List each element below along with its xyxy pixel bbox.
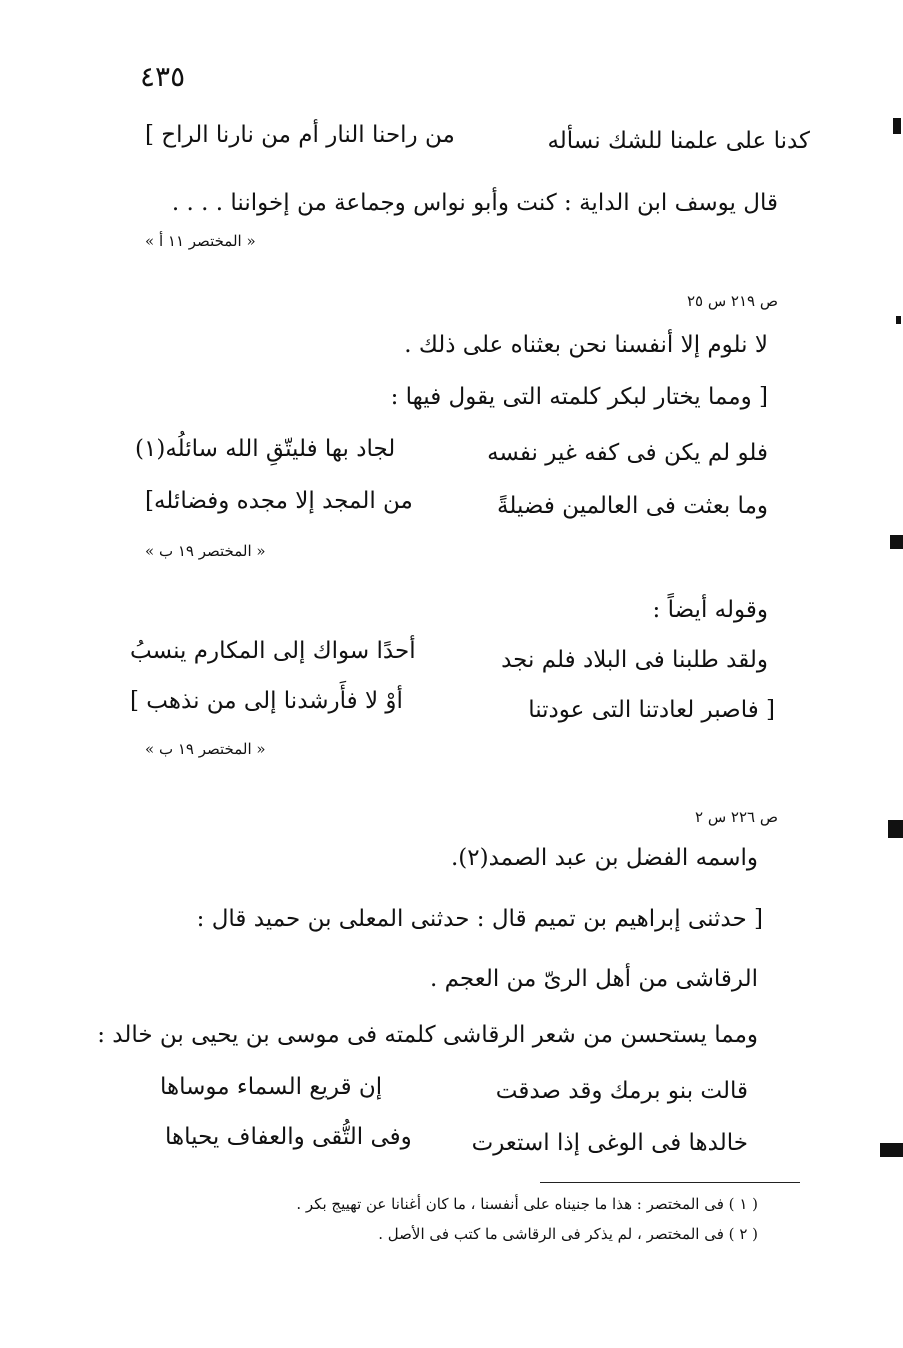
footnote-1: ( ١ ) فى المختصر : هذا ما جنيناه على أنفسنا ، ما كان أغنانا عن تهييج بكر . bbox=[296, 1195, 758, 1213]
prose-line-1: قال يوسف ابن الداية : كنت وأبو نواس وجماعة من إخواننا . . . . bbox=[171, 190, 778, 216]
prose-line-4: وقوله أيضاً : bbox=[652, 597, 768, 623]
prose-line-2: لا نلوم إلا أنفسنا نحن بعثناه على ذلك . bbox=[404, 332, 768, 358]
source-citation-3: « المختصر ١٩ ب » bbox=[145, 740, 266, 758]
scan-edge-mark bbox=[896, 316, 901, 324]
verse-1-hemistich-2: من راحنا النار أم من نارنا الراح ] bbox=[145, 122, 455, 148]
prose-line-3: [ ومما يختار لبكر كلمته التى يقول فيها : bbox=[390, 384, 768, 410]
scan-edge-mark bbox=[888, 820, 903, 838]
prose-line-8: ومما يستحسن من شعر الرقاشى كلمته فى موسى بن يحيى بن خالد : bbox=[97, 1022, 758, 1048]
verse-2-hemistich-1: فلو لم يكن فى كفه غير نفسه bbox=[487, 440, 768, 466]
prose-line-5: واسمه الفضل بن عبد الصمد(٢). bbox=[450, 845, 758, 871]
verse-5-hemistich-1: [ فاصبر لعادتنا التى عودتنا bbox=[528, 697, 775, 723]
verse-6-hemistich-2: إن قريع السماء موساها bbox=[160, 1074, 383, 1100]
footnote-separator bbox=[540, 1182, 800, 1183]
scan-edge-mark bbox=[890, 535, 903, 549]
reference-1: ص ٢١٩ س ٢٥ bbox=[686, 292, 778, 310]
verse-4-hemistich-2: أحدًا سواك إلى المكارم ينسبُ bbox=[130, 638, 416, 664]
page-number: ٤٣٥ bbox=[140, 60, 186, 93]
verse-1-hemistich-1: كدنا على علمنا للشك نسأله bbox=[547, 128, 810, 154]
scan-edge-mark bbox=[893, 118, 901, 134]
verse-4-hemistich-1: ولقد طلبنا فى البلاد فلم نجد bbox=[501, 647, 768, 673]
verse-2-hemistich-2: لجاد بها فليتّقِ الله سائلُه(١) bbox=[135, 436, 396, 462]
verse-6-hemistich-1: قالت بنو برمك وقد صدقت bbox=[495, 1078, 748, 1104]
verse-7-hemistich-2: وفى التُّقى والعفاف يحياها bbox=[165, 1124, 412, 1150]
source-citation-1: « المختصر ١١ أ » bbox=[145, 232, 256, 250]
reference-2: ص ٢٢٦ س ٢ bbox=[695, 808, 778, 826]
verse-3-hemistich-1: وما بعثت فى العالمين فضيلةً bbox=[497, 493, 768, 519]
verse-5-hemistich-2: أوْ لا فأَرشدنا إلى من نذهب ] bbox=[130, 688, 403, 714]
verse-3-hemistich-2: من المجد إلا مجده وفضائله] bbox=[145, 488, 413, 514]
verse-7-hemistich-1: خالدها فى الوغى إذا استعرت bbox=[471, 1130, 748, 1156]
source-citation-2: « المختصر ١٩ ب » bbox=[145, 542, 266, 560]
scan-edge-mark bbox=[880, 1143, 903, 1157]
prose-line-7: الرقاشى من أهل الرىّ من العجم . bbox=[429, 966, 758, 992]
prose-line-6: [ حدثنى إبراهيم بن تميم قال : حدثنى المعلى بن حميد قال : bbox=[196, 906, 763, 932]
footnote-2: ( ٢ ) فى المختصر ، لم يذكر فى الرقاشى ما كتب فى الأصل . bbox=[378, 1225, 758, 1243]
